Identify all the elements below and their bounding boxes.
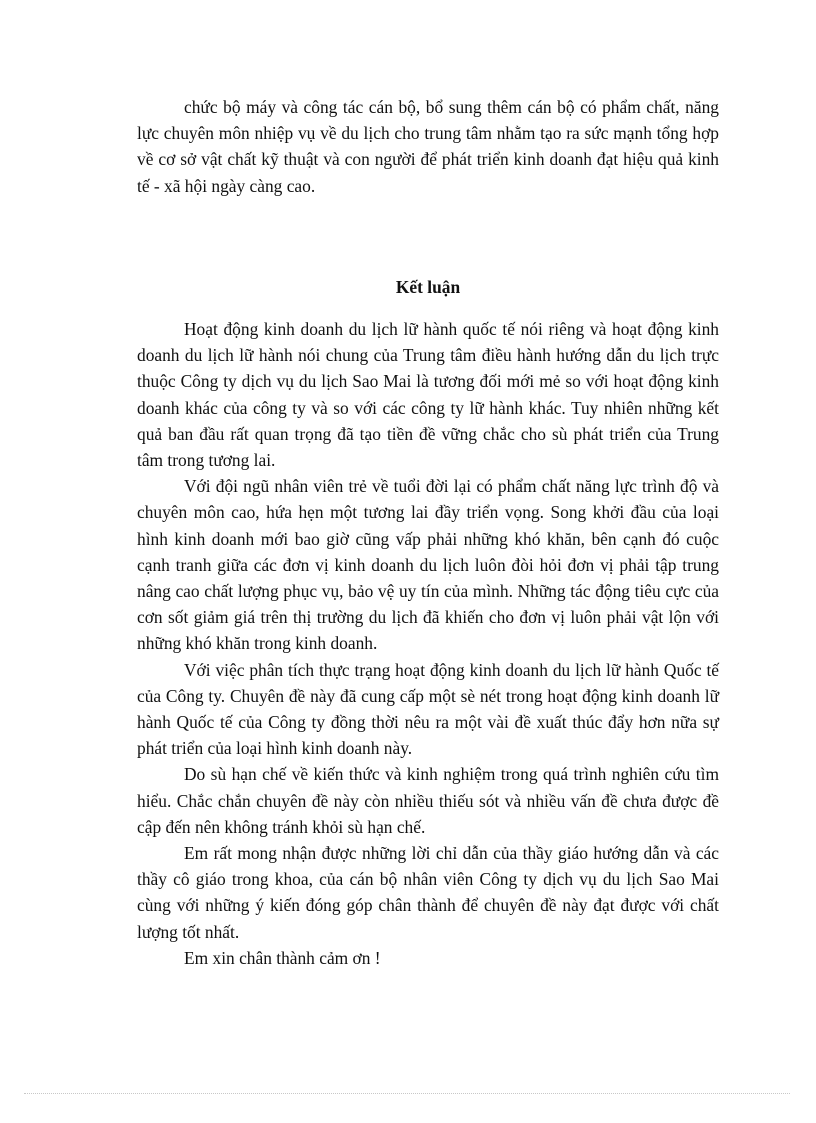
body-paragraph: Với việc phân tích thực trạng hoạt động kinh doanh du lịch lữ hành Quốc tế của Công ty. Chuyên đề này đã cung cấp một sè nét trong hoạt động kinh doanh lữ hành Quốc tế của Công ty đồng thời nêu ra một vài đề xuất thúc đẩy hơn nữa sự phát triển của loại hình kinh doanh này. (137, 659, 719, 759)
intro-paragraph: chức bộ máy và công tác cán bộ, bổ sung thêm cán bộ có phẩm chất, năng lực chuyên môn nhiệp vụ về du lịch cho trung tâm nhằm tạo ra sức mạnh tổng hợp về cơ sở vật chất kỹ thuật và con người để phát triển kinh doanh đạt hiệu quả kinh tế - xã hội ngày càng cao. (137, 97, 719, 196)
body-paragraph: Với đội ngũ nhân viên trẻ về tuổi đời lại có phẩm chất năng lực trình độ và chuyên môn cao, hứa hẹn một tương lai đầy triển vọng. Song khởi đầu của loại hình kinh doanh mới bao giờ cũng vấp phải những khó khăn, bên cạnh đó cuộc cạnh tranh giữa các đơn vị kinh doanh du lịch luôn đòi hỏi đơn vị phải tập trung nâng cao chất lượng phục vụ, bảo vệ uy tín của mình. Những tác động tiêu cực của cơn sốt giảm giá trên thị trường du lịch đã khiến cho đơn vị luôn phải vật lộn với những khó khăn trong kinh doanh. (137, 476, 719, 654)
intro-text-block (137, 94, 719, 199)
closing-line: Em xin chân thành cảm ơn ! (184, 947, 381, 968)
body-paragraph: Hoạt động kinh doanh du lịch lữ hành quốc tế nói riêng và hoạt động kinh doanh du lịch lữ hành nói chung của Trung tâm điều hành hướng dẫn du lịch trực thuộc Công ty dịch vụ du lịch Sao Mai là tương đối mới mẻ so với hoạt động kinh doanh khác của công ty và so với các công ty lữ hành khác. Tuy nhiên những kết quả ban đầu rất quan trọng đã tạo tiền đề vững chắc cho sù phát triển của Trung tâm trong tương lai. (137, 319, 719, 471)
conclusion-body (137, 316, 719, 971)
section-heading: Kết luận (395, 277, 461, 297)
page-bottom-divider (24, 1093, 790, 1094)
body-paragraph: Do sù hạn chế về kiến thức và kinh nghiệm trong quá trình nghiên cứu tìm hiểu. Chắc chắn chuyên đề này còn nhiều thiếu sót và nhiều vấn đề chưa được đề cập đến nên không tránh khỏi sù hạn chế. (137, 764, 719, 837)
body-paragraph: Em rất mong nhận được những lời chỉ dẫn của thầy giáo hướng dẫn và các thầy cô giáo trong khoa, của cán bộ nhân viên Công ty dịch vụ du lịch Sao Mai cùng với những ý kiến đóng góp chân thành để chuyên đề này đạt được với chất lượng tốt nhất. (137, 843, 719, 942)
